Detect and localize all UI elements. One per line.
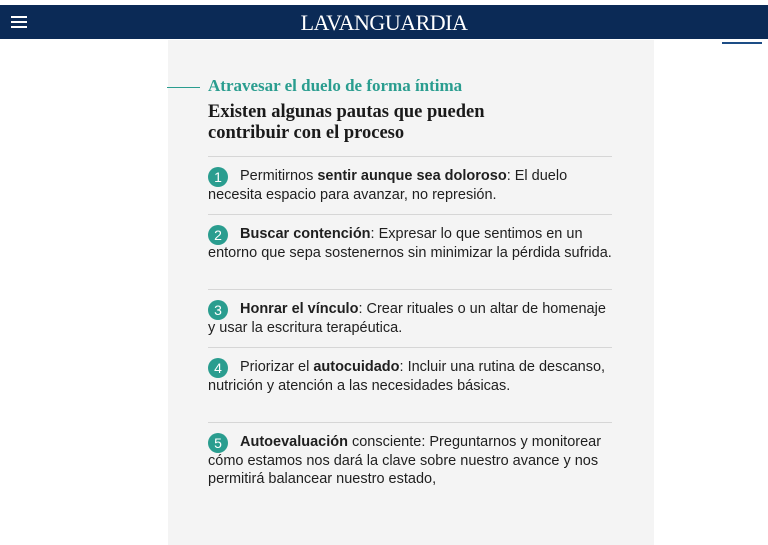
list-item bbox=[208, 226, 612, 263]
item-text-bold: Buscar contención bbox=[240, 226, 371, 242]
list-item bbox=[208, 434, 612, 488]
divider bbox=[208, 289, 612, 290]
item-text-post: : El duelo necesita espacio para avanzar, no represión. bbox=[208, 168, 568, 203]
divider bbox=[208, 347, 612, 348]
number-badge: 1 bbox=[208, 167, 228, 187]
list-item bbox=[208, 168, 612, 205]
divider bbox=[208, 214, 612, 215]
number-badge: 3 bbox=[208, 300, 228, 320]
item-text-post: : Expresar lo que sentimos en un entorno que sepa sostenernos sin minimizar la pérdida sufrida. bbox=[208, 226, 612, 261]
item-text-post: : Crear rituales o un altar de homenaje y usar la escritura terapéutica. bbox=[208, 301, 606, 336]
site-logo[interactable]: LAVANGUARDIA bbox=[300, 10, 468, 35]
number-badge: 5 bbox=[208, 433, 228, 453]
article-headline: Existen algunas pautas que pueden contribuir con el proceso bbox=[208, 102, 485, 143]
nav-accent-bar bbox=[722, 42, 762, 44]
item-text-bold: Autoevaluación bbox=[240, 434, 348, 450]
divider bbox=[208, 422, 612, 423]
item-text-bold: autocuidado bbox=[313, 359, 400, 375]
kicker-rule bbox=[167, 87, 200, 88]
item-text-post: consciente: Preguntarnos y monitorear cómo estamos nos dará la clave sobre nuestro avance y nos permitirá balancear nuestro estado, bbox=[208, 434, 602, 487]
item-text-bold: sentir aunque sea doloroso bbox=[317, 168, 507, 184]
number-badge: 4 bbox=[208, 358, 228, 378]
top-navigation-bar bbox=[0, 5, 768, 39]
list-item bbox=[208, 301, 612, 338]
section-kicker: Atravesar el duelo de forma íntima bbox=[208, 76, 463, 95]
item-text-post: : Incluir una rutina de descanso, nutrición y atención a las necesidades básicas. bbox=[208, 359, 606, 394]
list-item bbox=[208, 359, 612, 396]
item-text-bold: Honrar el vínculo bbox=[240, 301, 359, 317]
item-text-pre: Permitirnos bbox=[240, 168, 318, 184]
number-badge: 2 bbox=[208, 225, 228, 245]
item-text-pre: Priorizar el bbox=[240, 359, 314, 375]
divider bbox=[208, 156, 612, 157]
